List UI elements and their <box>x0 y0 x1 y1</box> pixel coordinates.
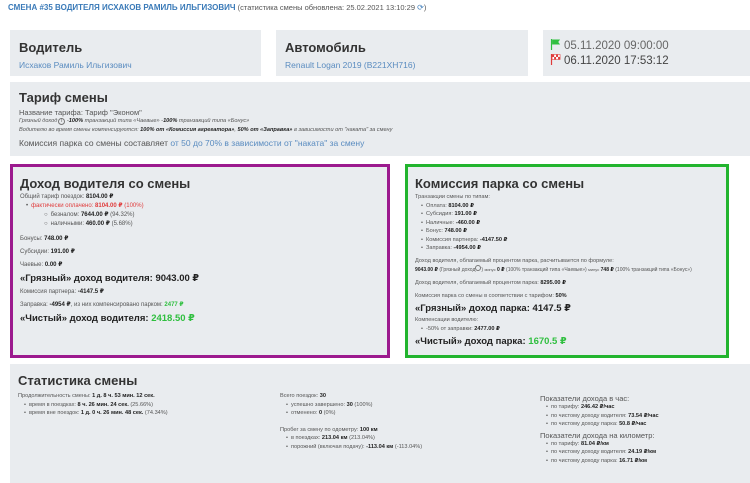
km-item: • по чистому доходу водителя: 24.19 ₽/км <box>546 448 659 457</box>
shift-stats-card <box>10 364 750 483</box>
tx-item: • Оплата: 8104.00 ₽ <box>421 202 719 211</box>
total-tariff: Общий тариф поездок: 8104.00 ₽ <box>20 194 114 200</box>
formula-label: Доход водителя, облагаемый процентом парка, расчитывается по формуле: <box>415 257 614 264</box>
green-flag-icon <box>550 39 561 50</box>
park-commission-link[interactable]: от 50 до 70% в зависимости от "наката" за смену <box>170 138 365 148</box>
stats-income-rates <box>540 394 659 465</box>
tx-item: • Наличные: -460.00 ₽ <box>421 219 719 228</box>
park-commission-heading: Комиссия парка со смены <box>415 176 585 191</box>
compensation-item: • -50% от заправки: 2477.00 ₽ <box>421 325 719 334</box>
car-card <box>276 30 528 76</box>
refresh-icon[interactable]: ⟳ <box>417 3 424 12</box>
shift-start-value: 05.11.2020 09:00:00 <box>564 40 669 52</box>
paid-item: • фактически оплачено: 8104.00 ₽ (100%) <box>26 202 380 211</box>
tx-item: • Бонус: 748.00 ₽ <box>421 227 719 236</box>
park-commission-panel <box>405 164 729 358</box>
driver-card <box>10 30 261 76</box>
park-pct-row: Комиссия парка со смены в соответствии с тарифом: 50% <box>415 292 567 299</box>
finish-flag-icon <box>550 54 561 65</box>
paid-breakdown <box>20 211 380 229</box>
odo-trips-item: • в поездках: 213.04 км (213.04%) <box>286 434 422 443</box>
shift-title: СМЕНА #35 ВОДИТЕЛЯ ИСХАКОВ РАМИЛЬ ИЛЬГИЗОВИЧ <box>8 3 236 12</box>
stats-heading: Статистика смены <box>18 373 138 388</box>
in-trips-item: • время в поездках: 8 ч. 26 мин. 24 сек. (25.66%) <box>24 401 168 410</box>
odometer-row: Пробег за смену по одометру: 100 км <box>280 426 378 433</box>
tx-list <box>415 202 719 253</box>
tariff-park-commission: Комиссия парка со смены составляет от 50 до 70% в зависимости от "наката" за смену <box>19 138 365 148</box>
bonus-row: Бонусы: 748.00 ₽ <box>20 236 69 242</box>
driver-name-link[interactable]: Исхаков Рамиль Ильгизович <box>19 60 132 70</box>
out-trips-item: • время вне поездок: 1 д. 0 ч. 26 мин. 48 сек. (74.34%) <box>24 409 168 418</box>
shift-end <box>550 54 743 67</box>
tariff-compensation: Водителю во время смены компенсируются: 100% от «Комиссия агрегатора», 50% от «Заправка» в зависимости от "наката" за смену <box>19 126 393 133</box>
shift-end-value: 06.11.2020 17:53:12 <box>564 55 669 67</box>
partner-commission-row: Комиссия партнера: -4147.5 ₽ <box>20 289 104 295</box>
taxed-income-row: Доход водителя, облагаемый процентом парка: 8295.00 ₽ <box>415 280 566 286</box>
tx-item: • Субсидия: 191.00 ₽ <box>421 210 719 219</box>
tariff-card <box>10 82 750 156</box>
paid-list <box>20 202 380 211</box>
info-icon[interactable]: i <box>58 118 65 125</box>
hour-item: • по тарифу: 246.42 ₽/час <box>546 403 659 412</box>
cashless-item: ○ безналом: 7644.00 ₽ (94.32%) <box>44 211 380 220</box>
km-label: Показатели дохода на километр: <box>540 430 655 440</box>
driver-dirty-income: «Грязный» доход водителя: 9043.00 ₽ <box>20 273 200 284</box>
park-dirty-income: «Грязный» доход парка: 4147.5 ₽ <box>415 303 571 314</box>
tx-item: • Комиссия партнера: -4147.50 ₽ <box>421 236 719 245</box>
tips-row: Чаевые: 0.00 ₽ <box>20 262 63 268</box>
km-item: • по чистому доходу парка: 16.71 ₽/км <box>546 457 659 466</box>
driver-income-heading: Доход водителя со смены <box>20 176 191 191</box>
driver-heading: Водитель <box>19 40 83 55</box>
driver-net-income: «Чистый» доход водителя: 2418.50 ₽ <box>20 313 195 324</box>
shift-dates-card <box>543 30 750 76</box>
cancel-trips-item: • отменено: 0 (0%) <box>286 409 422 418</box>
odo-empty-item: • порожний (включая подачу): -113.04 км (-113.04%) <box>286 443 422 452</box>
formula: 9043.00 ₽ (Грязный доход ) минус 0 ₽ (100% транзакций типа «Чаевые») минус 748 ₽ (100% транзакций типа «Бонус») <box>415 267 692 273</box>
page-header <box>8 3 426 12</box>
hour-label: Показатели дохода в час: <box>540 394 630 403</box>
driver-income-panel <box>10 164 390 358</box>
stats-updated: (статистика смены обновлена: 25.02.2021 13:10:29 <box>237 3 416 12</box>
fuel-row: Заправка: -4954 ₽, из них компенсировано парком: 2477 ₽ <box>20 302 184 308</box>
compensation-list <box>415 325 719 334</box>
cash-item: ○ наличными: 460.00 ₽ (5.68%) <box>44 220 380 229</box>
tx-label: Транзакции смены по типам: <box>415 194 490 200</box>
car-heading: Автомобиль <box>285 40 366 55</box>
tariff-dirty-income: Грязный доход i -100% транзакций типа «Чаевые» -100% транзакций типа «Бонус» <box>19 118 250 124</box>
tariff-name: Название тарифа: Тариф "Эконом" <box>19 108 142 117</box>
car-name-link[interactable]: Renault Logan 2019 (В221ХН716) <box>285 60 416 70</box>
tariff-heading: Тариф смены <box>19 90 108 105</box>
hour-item: • по чистому доходу водителя: 73.54 ₽/час <box>546 412 659 421</box>
hour-item: • по чистому доходу парка: 50.8 ₽/час <box>546 420 659 429</box>
tx-item: • Заправка: -4954.00 ₽ <box>421 244 719 253</box>
compensation-label: Компенсации водителю: <box>415 317 479 323</box>
stats-updated-close: ) <box>423 3 427 12</box>
stats-duration: Продолжительность смены: 1 д. 8 ч. 53 мин. 12 сек. • время в поездках: 8 ч. 26 мин. 24 сек. (25.66%) • время вне поездок: 1 д. 0 ч. 26 мин. 48 сек. (74.34%) <box>18 392 168 418</box>
done-trips-item: • успешно завершено: 30 (100%) <box>286 401 422 410</box>
park-net-income: «Чистый» доход парка: 1670.5 ₽ <box>415 336 567 347</box>
subsidy-row: Субсидии: 191.00 ₽ <box>20 249 75 255</box>
stats-trips: Всего поездок: 30 • успешно завершено: 30 (100%) • отменено: 0 (0%) Пробег за смену по одометру: 100 км • в поездках: 213.04 км (213.04%) • порожний (включая подачу): -113.04 км (-113.04%) <box>280 392 422 451</box>
shift-start <box>550 39 743 52</box>
km-item: • по тарифу: 81.04 ₽/км <box>546 440 659 449</box>
